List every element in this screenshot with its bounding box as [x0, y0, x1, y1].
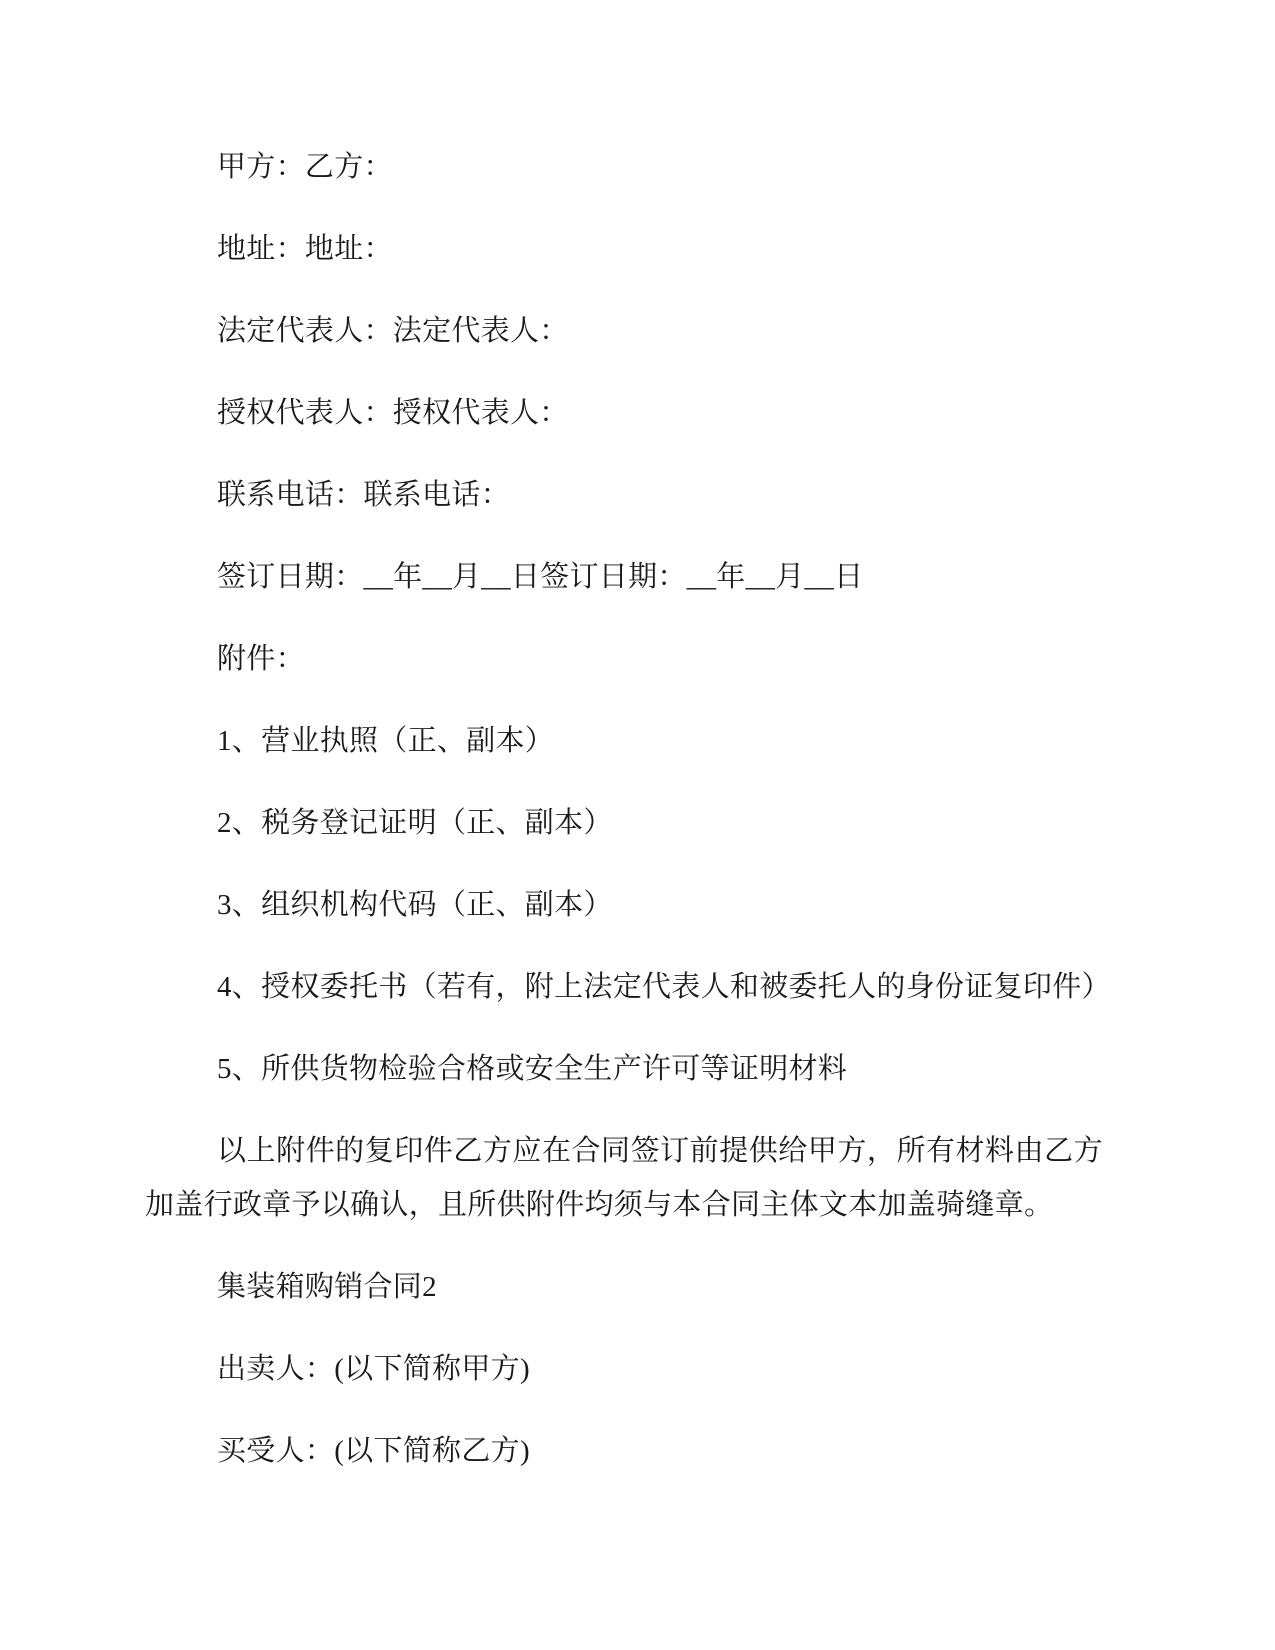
legal-rep-line: 法定代表人：法定代表人： — [217, 315, 569, 347]
signing-date-line: 签订日期：__年__月__日签订日期：__年__月__日 — [217, 561, 864, 593]
attachment-item-4: 4、授权委托书（若有，附上法定代表人和被委托人的身份证复印件） — [217, 971, 1111, 1003]
phone-line: 联系电话：联系电话： — [217, 479, 511, 511]
attachments-note: 以上附件的复印件乙方应在合同签订前提供给甲方，所有材料由乙方加盖行政章予以确认，且所供附件均须与本合同主体文本加盖骑缝章。 — [145, 1135, 1103, 1221]
attachment-item-5: 5、所供货物检验合格或安全生产许可等证明材料 — [217, 1053, 848, 1085]
attachment-item-1: 1、营业执照（正、副本） — [217, 725, 555, 757]
authorized-rep-line: 授权代表人：授权代表人： — [217, 397, 569, 429]
attachments-label: 附件： — [217, 643, 305, 675]
contract-2-title: 集装箱购销合同2 — [217, 1271, 437, 1303]
attachment-item-2: 2、税务登记证明（正、副本） — [217, 807, 613, 839]
party-line: 甲方：乙方： — [217, 151, 393, 183]
seller-line: 出卖人：(以下简称甲方) — [217, 1353, 530, 1385]
buyer-line: 买受人：(以下简称乙方) — [217, 1435, 530, 1467]
address-line: 地址：地址： — [217, 233, 393, 265]
contract-body — [145, 140, 1130, 1478]
attachment-item-3: 3、组织机构代码（正、副本） — [217, 889, 613, 921]
